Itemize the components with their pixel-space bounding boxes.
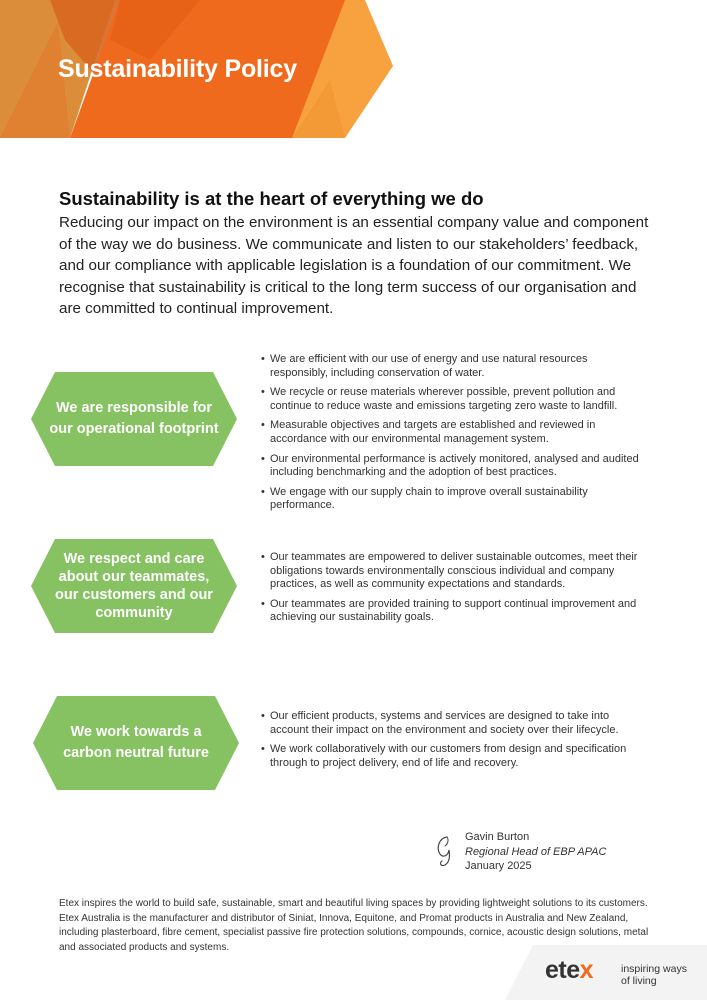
brand-footer xyxy=(505,945,707,1000)
etex-logo: etex xyxy=(545,956,594,984)
signatory-name: Gavin Burton xyxy=(465,831,530,843)
company-description: Etex inspires the world to build safe, sustainable, smart and beautiful living spaces by providing lightweight solutions to its customers. Etex Australia is the manufacturer and distributor of Siniat, Innova, Equitone, and Promat products in Australia and New Zealand, including plasterboard, fibre cement, specialist passive fire protection solutions, compounds, cornice, acoustic design solutions, metal and associated products and systems. xyxy=(59,898,649,953)
pillar-teammates-customers-community xyxy=(31,539,237,633)
list-item: • Our efficient products, systems and services are designed to take into account their impact on the environment and society over their lifecycle. xyxy=(261,710,619,736)
intro-heading: Sustainability is at the heart of everything we do xyxy=(59,188,484,209)
pillar-title: We work towards a carbon neutral future xyxy=(63,724,209,761)
signatory-role: Regional Head of EBP APAC xyxy=(465,845,607,858)
brand-tagline: inspiring ways of living xyxy=(621,963,687,987)
list-item: • We are efficient with our use of energy and use natural resources responsibly, including conservation of water. xyxy=(261,353,588,379)
list-item: • We work collaboratively with our customers from design and specification through to project delivery, end of life and recovery. xyxy=(261,743,627,769)
pillar-3-bullet-list xyxy=(261,710,641,776)
bullet-icon: • xyxy=(261,551,265,563)
pillar-title: We respect and care about our teammates, our customers and our community xyxy=(55,551,213,621)
page-title: Sustainability Policy xyxy=(58,55,297,83)
bullet-icon: • xyxy=(261,353,265,365)
pillar-carbon-neutral xyxy=(33,696,239,790)
intro-section xyxy=(59,188,649,320)
list-item: • We recycle or reuse materials wherever possible, prevent pollution and continue to reduce waste and emissions targeting zero waste to landfill. xyxy=(261,386,618,412)
list-item: • Our environmental performance is actively monitored, analysed and audited including benchmarking and the adoption of best practices. xyxy=(261,452,639,479)
bullet-icon: • xyxy=(261,710,265,722)
bullet-icon: • xyxy=(261,743,265,756)
bullet-icon: • xyxy=(261,386,265,399)
pillar-operational-footprint xyxy=(31,372,237,466)
page-header xyxy=(0,0,707,138)
list-item: • Measurable objectives and targets are established and reviewed in accordance with our environmental management system. xyxy=(261,419,596,445)
bullet-icon: • xyxy=(261,419,265,432)
bullet-icon: • xyxy=(261,485,265,498)
list-item: • Our teammates are empowered to deliver sustainable outcomes, meet their obligations towards environmentally conscious individual and company practices, as well as community expectations and standards. xyxy=(261,551,638,591)
signatory-details xyxy=(465,830,665,874)
bullet-icon: • xyxy=(261,597,265,610)
pillar-1-bullet-list xyxy=(261,353,641,519)
pillar-2-bullet-list xyxy=(261,551,641,631)
list-item: • We engage with our supply chain to improve overall sustainability performance. xyxy=(261,485,588,512)
list-item: • Our teammates are provided training to support continual improvement and achieving our sustainability goals. xyxy=(261,597,637,624)
signature-date: January 2025 xyxy=(465,860,532,873)
handwritten-signature xyxy=(433,834,457,868)
pillar-title: We are responsible for our operational footprint xyxy=(49,400,219,437)
intro-body: Reducing our impact on the environment is an essential company value and component of the way we do business. We communicate and listen to our stakeholders’ feedback, and our compliance with applicable legislation is a foundation of our commitment. We recognise that sustainability is critical to the long term success of our organisation and are committed to continual improvement. xyxy=(59,214,649,318)
bullet-icon: • xyxy=(261,452,265,465)
